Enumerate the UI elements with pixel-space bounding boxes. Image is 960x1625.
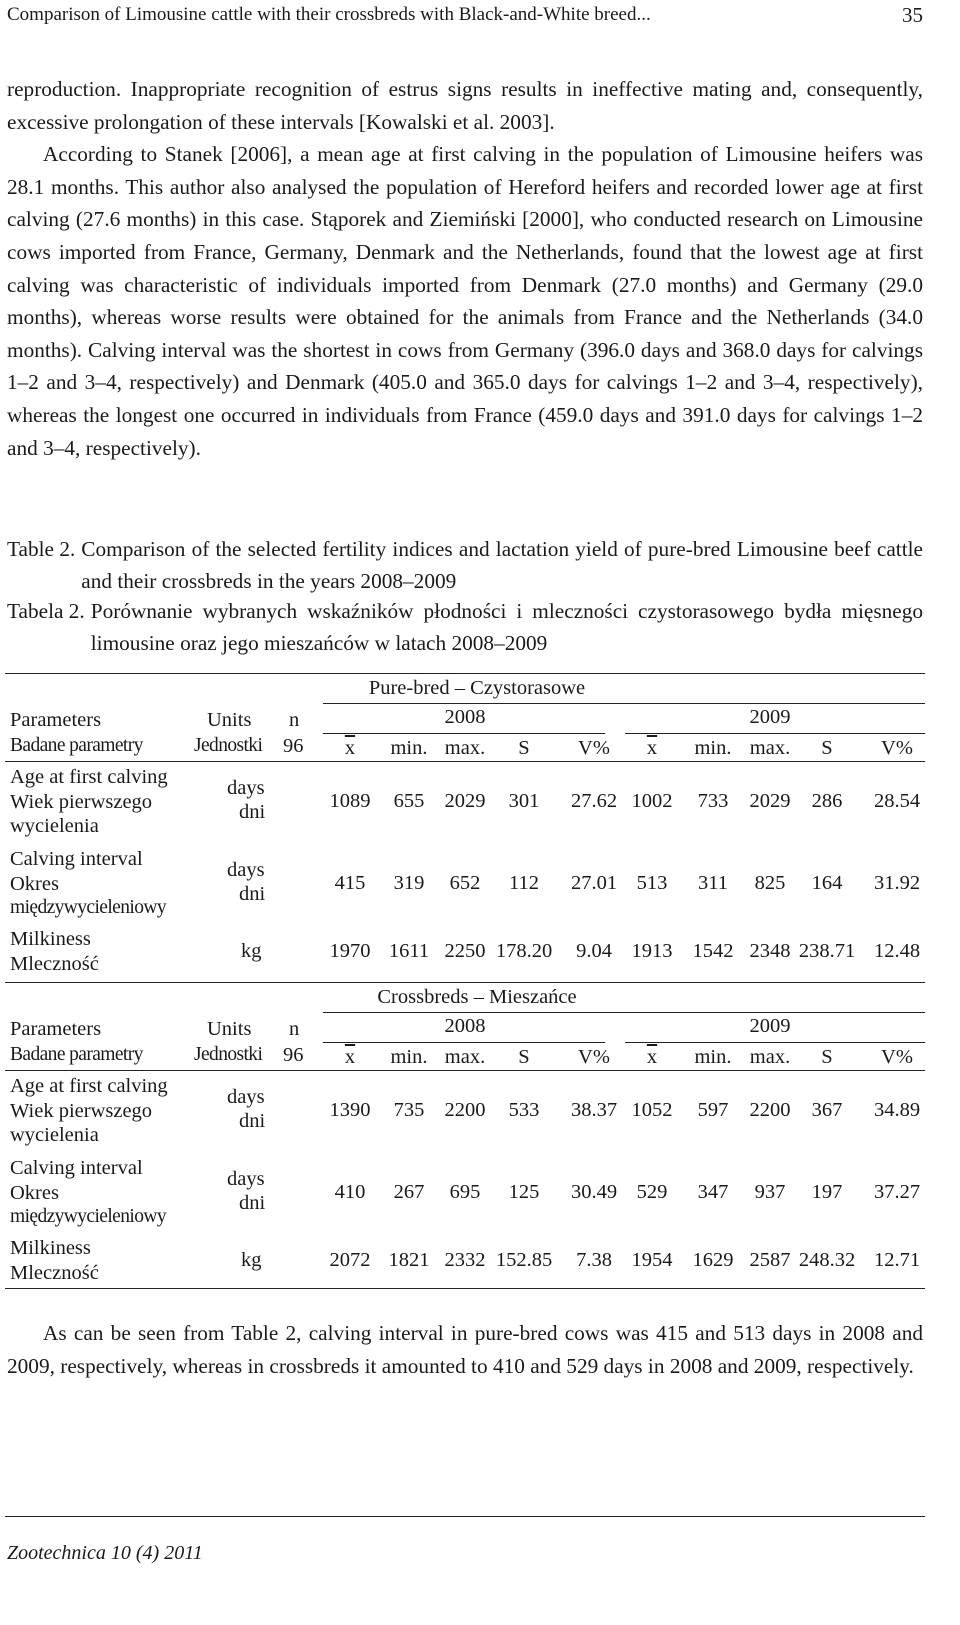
page-number: 35 (902, 3, 923, 27)
param-label: Wiek pierwszego (10, 790, 153, 813)
stat-header: S (821, 1046, 833, 1068)
param-label: wycielenia (10, 815, 99, 837)
caption-label: Tabela 2. (7, 599, 85, 623)
stat-header: $\overline{x}$ (646, 737, 658, 759)
n-header: n (289, 709, 300, 731)
table-rule (5, 761, 925, 762)
stat-header: max. (749, 737, 791, 759)
table-cell-value: 347 (697, 1180, 729, 1203)
caption-text: Comparison of the selected fertility indices and lactation yield of pure-bred Limousine beef cattle and their crossbreds in the years 2008–2009 (81, 537, 923, 593)
stat-header: max. (444, 1046, 486, 1068)
table-cell-value: 1970 (329, 939, 371, 962)
table-cell-value: 2348 (749, 939, 791, 962)
stat-header: $\overline{x}$ (646, 1046, 658, 1068)
table-cell-value: 597 (697, 1098, 729, 1121)
table-cell-value: 1002 (631, 789, 673, 812)
unit-label: days (227, 1167, 265, 1190)
units-header-pl: Jednostki (194, 1044, 263, 1065)
param-label: Milkiness (10, 928, 91, 950)
table-rule (625, 733, 925, 734)
table-cell-value: 152.85 (495, 1248, 553, 1271)
stat-header: min. (694, 737, 732, 759)
table-cell-value: 655 (393, 789, 425, 812)
units-header: Units (207, 1018, 252, 1040)
param-label: Wiek pierwszego (10, 1099, 153, 1122)
param-label: Age at first calving (10, 1075, 168, 1097)
param-label: Okres (10, 872, 59, 895)
table-cell-value: 286 (811, 789, 843, 812)
table-cell-value: 2029 (444, 789, 486, 812)
table-cell-value: 34.89 (873, 1098, 921, 1121)
table-cell-value: 415 (334, 871, 366, 894)
table-cell-value: 248.32 (798, 1248, 856, 1271)
unit-label: days (227, 1085, 265, 1108)
table-cell-value: 1954 (631, 1248, 673, 1271)
table-cell-value: 238.71 (798, 939, 856, 962)
n-value: 96 (283, 1044, 304, 1066)
table-cell-value: 735 (393, 1098, 425, 1121)
stat-header: max. (444, 737, 486, 759)
table-rule (5, 673, 925, 674)
table-cell-value: 1052 (631, 1098, 673, 1121)
table-rule (5, 1070, 925, 1071)
table-cell-value: 1542 (692, 939, 734, 962)
param-label: Calving interval (10, 1157, 143, 1179)
stat-header: V% (578, 737, 610, 759)
parameters-header-pl: Badane parametry (10, 1044, 143, 1065)
footer-rule (5, 1516, 925, 1517)
table-cell-value: 31.92 (873, 871, 921, 894)
stat-header: min. (694, 1046, 732, 1068)
n-value: 96 (283, 735, 304, 757)
table-cell-value: 1821 (388, 1248, 430, 1271)
table-cell-value: 164 (811, 871, 843, 894)
table-cell-value: 2587 (749, 1248, 791, 1271)
table-cell-value: 178.20 (495, 939, 553, 962)
table-rule (625, 1042, 925, 1043)
running-title: Comparison of Limousine cattle with their crossbreds with Black-and-White breed... (7, 4, 651, 25)
table-cell-value: 12.71 (873, 1248, 921, 1271)
unit-label: dni (239, 1191, 266, 1214)
table-cell-value: 2250 (444, 939, 486, 962)
table-rule (323, 1042, 605, 1043)
unit-label: dni (239, 800, 266, 823)
table-cell-value: 311 (698, 871, 728, 894)
table-cell-value: 937 (754, 1180, 786, 1203)
parameters-header: Parameters (10, 1018, 102, 1040)
param-label: międzywycieleniowy (10, 897, 166, 918)
table-rule (323, 733, 605, 734)
table-cell-value: 1913 (631, 939, 673, 962)
table-cell-value: 37.27 (873, 1180, 921, 1203)
stat-header: $\overline{x}$ (344, 737, 356, 759)
units-header-pl: Jednostki (194, 735, 263, 756)
n-header: n (289, 1018, 300, 1040)
table-cell-value: 367 (811, 1098, 843, 1121)
table-cell-value: 197 (811, 1180, 843, 1203)
year-header: 2009 (749, 1015, 791, 1037)
unit-label: dni (239, 882, 266, 905)
table-cell-value: 733 (697, 789, 729, 812)
table-cell-value: 27.01 (570, 871, 618, 894)
section-title: Crossbreds – Mieszańce (377, 986, 577, 1008)
table-cell-value: 1089 (329, 789, 371, 812)
param-label: Mleczność (10, 1261, 99, 1284)
stat-header: S (518, 737, 530, 759)
param-label: Mleczność (10, 952, 99, 975)
table-cell-value: 2332 (444, 1248, 486, 1271)
table-cell-value: 529 (636, 1180, 668, 1203)
param-label: Age at first calving (10, 766, 168, 788)
year-header: 2009 (749, 706, 791, 728)
table-cell-value: 112 (509, 871, 539, 894)
param-label: międzywycieleniowy (10, 1206, 166, 1227)
table-cell-value: 652 (449, 871, 481, 894)
table-cell-value: 2200 (749, 1098, 791, 1121)
table-rule (5, 982, 925, 983)
stat-header: min. (390, 1046, 428, 1068)
table-cell-value: 30.49 (570, 1180, 618, 1203)
table-cell-value: 1611 (388, 939, 430, 962)
table-cell-value: 1629 (692, 1248, 734, 1271)
stat-header: V% (881, 737, 913, 759)
param-label: wycielenia (10, 1124, 99, 1146)
unit-label: dni (239, 1109, 266, 1132)
caption-label: Table 2. (7, 537, 76, 561)
unit-label: days (227, 858, 265, 881)
stat-header: max. (749, 1046, 791, 1068)
table-rule (5, 1288, 925, 1289)
year-header: 2008 (444, 1015, 486, 1037)
year-header: 2008 (444, 706, 486, 728)
stat-header: V% (578, 1046, 610, 1068)
paragraph-continued: reproduction. Inappropriate recognition of estrus signs results in ineffective mating and, consequently, excessive prolongation of these intervals [Kowalski et al. 2003]. (7, 77, 923, 134)
paragraph-indented: As can be seen from Table 2, calving interval in pure-bred cows was 415 and 513 days in 2008 and 2009, respectively, whereas in crossbreds it amounted to 410 and 529 days in 2008 and 2009, respectively. (7, 1321, 923, 1378)
param-label: Okres (10, 1181, 59, 1204)
stat-header: min. (390, 737, 428, 759)
table-cell-value: 410 (334, 1180, 366, 1203)
parameters-header-pl: Badane parametry (10, 735, 143, 756)
table-cell-value: 27.62 (570, 789, 618, 812)
table-cell-value: 12.48 (873, 939, 921, 962)
table-cell-value: 695 (449, 1180, 481, 1203)
stat-header: S (518, 1046, 530, 1068)
table-cell-value: 533 (508, 1098, 540, 1121)
paragraph-indented: According to Stanek [2006], a mean age at first calving in the population of Limousine heifers was 28.1 months. This author also analysed the population of Hereford heifers and recorded lower age at first calving (27.6 months) in this case. Stąporek and Ziemiński [2000], who conducted research on Limousine cows imported from France, Germany, Denmark and the Netherlands, found that the lowest age at first calving was characteristic of individuals imported from Denmark (27.0 months) and Germany (29.0 months), whereas worse results were obtained for the animals from France and the Netherlands (34.0 months). Calving interval was the shortest in cows from Germany (396.0 days and 368.0 days for calvings 1–2 and 3–4, respectively) and Denmark (405.0 and 365.0 days for calvings 1–2 and 3–4, respectively), whereas the longest one occurred in individuals from France (459.0 days and 391.0 days for calvings 1–2 and 3–4, respectively). (7, 142, 923, 460)
table-cell-value: 825 (754, 871, 786, 894)
param-label: Calving interval (10, 848, 143, 870)
table-cell-value: 319 (393, 871, 425, 894)
stat-header: V% (881, 1046, 913, 1068)
param-label: Milkiness (10, 1237, 91, 1259)
table-cell-value: 38.37 (570, 1098, 618, 1121)
table-cell-value: 7.38 (576, 1248, 612, 1271)
table-cell-value: 125 (508, 1180, 540, 1203)
unit-label: days (227, 776, 265, 799)
stat-header: $\overline{x}$ (344, 1046, 356, 1068)
body-paragraph-2 (7, 1317, 923, 1382)
table-cell-value: 301 (508, 789, 540, 812)
units-header: Units (207, 709, 252, 731)
stat-header: S (821, 737, 833, 759)
parameters-header: Parameters (10, 709, 102, 731)
table-cell-value: 513 (636, 871, 668, 894)
section-title: Pure-bred – Czystorasowe (368, 677, 586, 699)
table-cell-value: 1390 (329, 1098, 371, 1121)
table-cell-value: 9.04 (576, 939, 612, 962)
caption-text: Porównanie wybranych wskaźników płodności i mleczności czystorasowego bydła mięsnego limousine oraz jego mieszańców w latach 2008–2009 (90, 599, 923, 655)
table-cell-value: 2029 (749, 789, 791, 812)
table-cell-value: 267 (393, 1180, 425, 1203)
table-cell-value: 2200 (444, 1098, 486, 1121)
unit-label: kg (241, 939, 262, 962)
table-cell-value: 28.54 (873, 789, 921, 812)
table-cell-value: 2072 (329, 1248, 371, 1271)
journal-footer: Zootechnica 10 (4) 2011 (7, 1542, 203, 1564)
unit-label: kg (241, 1248, 262, 1271)
